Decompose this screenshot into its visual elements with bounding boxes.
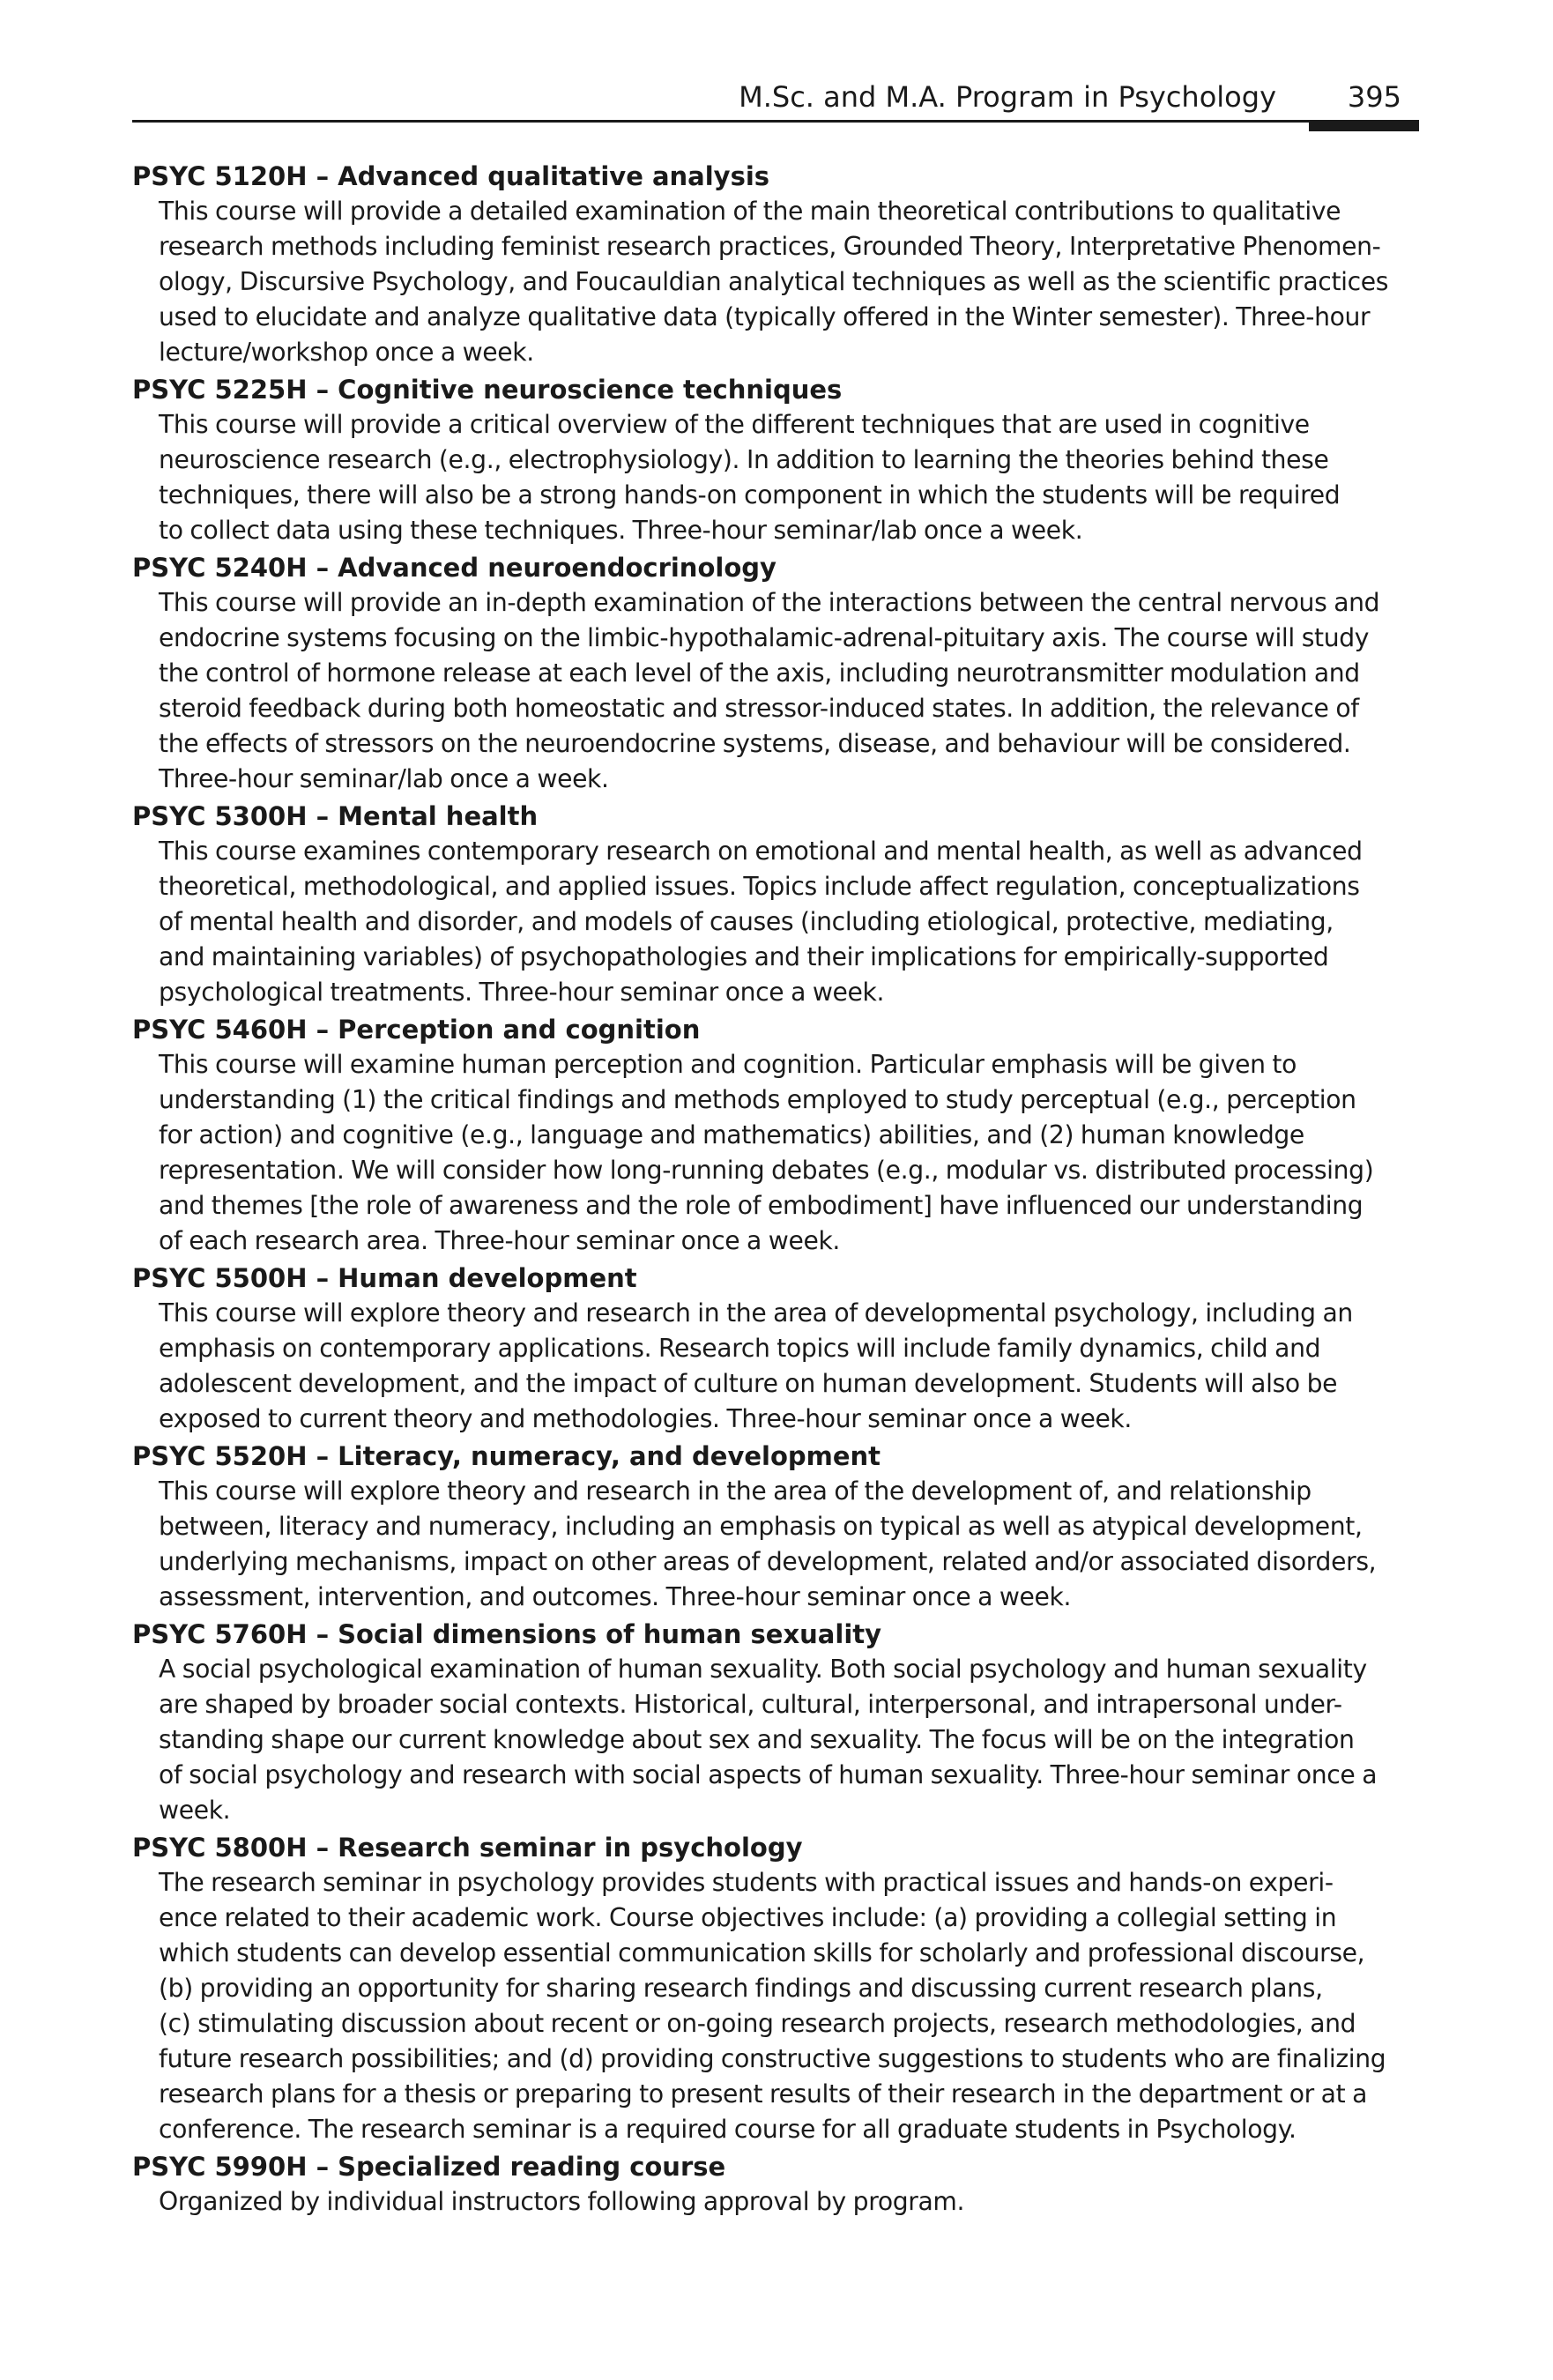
running-title: M.Sc. and M.A. Program in Psychology [739, 80, 1276, 114]
page-number: 395 [1347, 80, 1401, 114]
description-line: A social psychological examination of human sexuality. Both social psychology and human sexuality [159, 1655, 1367, 1684]
description-line: Organized by individual instructors following approval by program. [159, 2187, 965, 2216]
description-line: exposed to current theory and methodologies. Three-hour seminar once a week. [159, 1404, 1133, 1433]
course-description [159, 834, 1428, 1010]
description-line: for action) and cognitive (e.g., language and mathematics) abilities, and (2) human knowledge [159, 1120, 1304, 1149]
course-entry [132, 159, 1428, 370]
page-header [132, 78, 1419, 122]
course-description [159, 1865, 1428, 2147]
description-line: This course will provide a detailed examination of the main theoretical contributions to qualitative [159, 197, 1341, 226]
description-line: ence related to their academic work. Course objectives include: (a) providing a collegial setting in [159, 1903, 1337, 1932]
description-line: This course will provide a critical overview of the different techniques that are used in cognitive [159, 410, 1310, 439]
description-line: steroid feedback during both homeostatic and stressor-induced states. In addition, the relevance of [159, 694, 1359, 723]
course-title: PSYC 5520H – Literacy, numeracy, and development [132, 1441, 881, 1471]
description-line: and themes [the role of awareness and the role of embodiment] have influenced our understanding [159, 1191, 1364, 1220]
course-description [159, 1474, 1428, 1615]
description-line: are shaped by broader social contexts. Historical, cultural, interpersonal, and intrapersonal under- [159, 1690, 1342, 1719]
description-line: week. [159, 1796, 231, 1825]
description-line: lecture/workshop once a week. [159, 338, 534, 367]
description-line: psychological treatments. Three-hour seminar once a week. [159, 978, 885, 1007]
course-title: PSYC 5990H – Specialized reading course [132, 2152, 726, 2182]
course-entry [132, 1012, 1428, 1259]
course-entry [132, 2149, 1428, 2220]
description-line: underlying mechanisms, impact on other areas of development, related and/or associated disorders, [159, 1547, 1377, 1576]
description-line: This course will examine human perception and cognition. Particular emphasis will be given to [159, 1050, 1297, 1079]
description-line: endocrine systems focusing on the limbic-hypothalamic-adrenal-pituitary axis. The course will study [159, 623, 1370, 652]
description-line: between, literacy and numeracy, including an emphasis on typical as well as atypical development, [159, 1512, 1363, 1541]
header-tab-block [1309, 120, 1419, 131]
course-title: PSYC 5800H – Research seminar in psychology [132, 1833, 803, 1863]
description-line: representation. We will consider how long-running debates (e.g., modular vs. distributed processing) [159, 1156, 1374, 1185]
course-title: PSYC 5300H – Mental health [132, 801, 539, 831]
course-description [159, 1296, 1428, 1437]
course-entry [132, 799, 1428, 1010]
description-line: techniques, there will also be a strong hands-on component in which the students will be required [159, 480, 1341, 509]
description-line: ology, Discursive Psychology, and Foucauldian analytical techniques as well as the scientific practices [159, 267, 1389, 296]
course-description [159, 1652, 1428, 1828]
course-list [132, 159, 1428, 2221]
description-line: of social psychology and research with social aspects of human sexuality. Three-hour seminar once a [159, 1760, 1378, 1789]
description-line: This course will explore theory and research in the area of developmental psychology, including an [159, 1298, 1353, 1328]
header-rule [132, 120, 1419, 123]
course-description [159, 585, 1428, 797]
description-line: This course examines contemporary research on emotional and mental health, as well as advanced [159, 837, 1363, 866]
course-entry [132, 372, 1428, 548]
description-line: and maintaining variables) of psychopathologies and their implications for empirically-supported [159, 942, 1329, 971]
course-title: PSYC 5500H – Human development [132, 1263, 637, 1293]
description-line: standing shape our current knowledge about sex and sexuality. The focus will be on the integration [159, 1725, 1355, 1754]
description-line: the effects of stressors on the neuroendocrine systems, disease, and behaviour will be considered. [159, 729, 1351, 758]
course-description [159, 2184, 1428, 2220]
course-description [159, 194, 1428, 370]
course-title: PSYC 5760H – Social dimensions of human sexuality [132, 1619, 882, 1649]
course-entry [132, 1261, 1428, 1437]
description-line: assessment, intervention, and outcomes. Three-hour seminar once a week. [159, 1582, 1072, 1611]
description-line: to collect data using these techniques. Three-hour seminar/lab once a week. [159, 516, 1083, 545]
course-entry [132, 550, 1428, 797]
description-line: The research seminar in psychology provides students with practical issues and hands-on experi- [159, 1868, 1334, 1897]
description-line: theoretical, methodological, and applied issues. Topics include affect regulation, conceptualizations [159, 872, 1360, 901]
description-line: (b) providing an opportunity for sharing research findings and discussing current research plans, [159, 1974, 1323, 2003]
description-line: the control of hormone release at each level of the axis, including neurotransmitter modulation and [159, 658, 1360, 688]
description-line: understanding (1) the critical findings and methods employed to study perceptual (e.g., perception [159, 1085, 1356, 1114]
description-line: Three-hour seminar/lab once a week. [159, 764, 609, 793]
description-line: research methods including feminist research practices, Grounded Theory, Interpretative Phenomen- [159, 232, 1381, 261]
description-line: adolescent development, and the impact of culture on human development. Students will also be [159, 1369, 1338, 1398]
description-line: research plans for a thesis or preparing to present results of their research in the department or at a [159, 2079, 1368, 2109]
description-line: neuroscience research (e.g., electrophysiology). In addition to learning the theories behind these [159, 445, 1329, 474]
course-entry [132, 1830, 1428, 2147]
description-line: of mental health and disorder, and models of causes (including etiological, protective, mediating, [159, 907, 1334, 936]
course-description [159, 1047, 1428, 1259]
description-line: emphasis on contemporary applications. Research topics will include family dynamics, child and [159, 1334, 1321, 1363]
description-line: future research possibilities; and (d) providing constructive suggestions to students who are finalizing [159, 2044, 1386, 2073]
description-line: (c) stimulating discussion about recent or on-going research projects, research methodologies, and [159, 2009, 1356, 2038]
description-line: which students can develop essential communication skills for scholarly and professional discourse, [159, 1938, 1365, 1967]
description-line: conference. The research seminar is a required course for all graduate students in Psychology. [159, 2115, 1297, 2144]
course-title: PSYC 5120H – Advanced qualitative analysis [132, 161, 770, 191]
course-title: PSYC 5460H – Perception and cognition [132, 1015, 701, 1045]
description-line: used to elucidate and analyze qualitative data (typically offered in the Winter semester). Three-hour [159, 302, 1371, 331]
course-title: PSYC 5240H – Advanced neuroendocrinology [132, 553, 776, 583]
course-description [159, 407, 1428, 548]
description-line: of each research area. Three-hour seminar once a week. [159, 1226, 841, 1255]
description-line: This course will explore theory and research in the area of the development of, and relationship [159, 1476, 1312, 1506]
course-entry [132, 1439, 1428, 1615]
description-line: This course will provide an in-depth examination of the interactions between the central nervous and [159, 588, 1380, 617]
course-entry [132, 1617, 1428, 1828]
course-title: PSYC 5225H – Cognitive neuroscience techniques [132, 375, 843, 405]
